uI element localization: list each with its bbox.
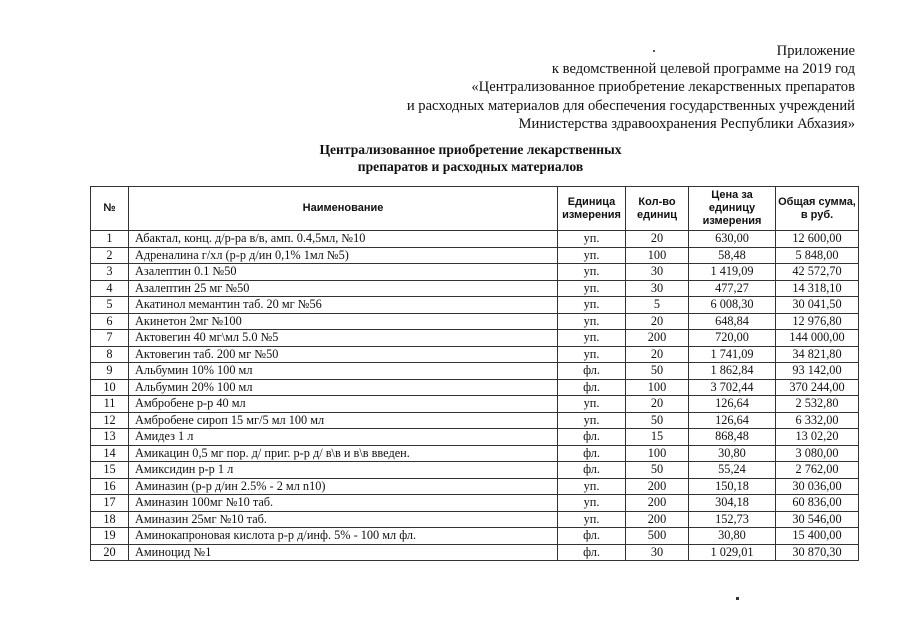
cell-num: 19 xyxy=(91,528,129,545)
cell-price: 1 419,09 xyxy=(689,264,776,281)
header-qty: Кол-во единиц xyxy=(626,187,689,231)
cell-num: 18 xyxy=(91,511,129,528)
header-num: № xyxy=(91,187,129,231)
cell-total: 30 546,00 xyxy=(776,511,859,528)
appendix-header xyxy=(407,42,855,133)
title-line: препаратов и расходных материалов xyxy=(357,159,584,174)
cell-unit: фл. xyxy=(558,528,626,545)
cell-total: 93 142,00 xyxy=(776,363,859,380)
table-row xyxy=(91,346,859,363)
cell-name: Альбумин 10% 100 мл xyxy=(129,363,558,380)
cell-name: Адреналина г/хл (р-р д/ин 0,1% 1мл №5) xyxy=(129,247,558,264)
cell-num: 15 xyxy=(91,462,129,479)
cell-price: 55,24 xyxy=(689,462,776,479)
cell-price: 126,64 xyxy=(689,412,776,429)
table-row xyxy=(91,330,859,347)
cell-qty: 200 xyxy=(626,495,689,512)
cell-num: 3 xyxy=(91,264,129,281)
table-row xyxy=(91,247,859,264)
medicines-table xyxy=(90,186,859,561)
cell-num: 7 xyxy=(91,330,129,347)
cell-price: 152,73 xyxy=(689,511,776,528)
cell-unit: уп. xyxy=(558,247,626,264)
cell-total: 12 600,00 xyxy=(776,231,859,248)
cell-qty: 30 xyxy=(626,544,689,561)
cell-num: 14 xyxy=(91,445,129,462)
table-row xyxy=(91,511,859,528)
cell-price: 6 008,30 xyxy=(689,297,776,314)
cell-price: 3 702,44 xyxy=(689,379,776,396)
cell-num: 17 xyxy=(91,495,129,512)
table-row xyxy=(91,363,859,380)
scan-speck xyxy=(653,50,655,52)
cell-total: 34 821,80 xyxy=(776,346,859,363)
table-row xyxy=(91,429,859,446)
table-row xyxy=(91,528,859,545)
table-row xyxy=(91,264,859,281)
cell-unit: уп. xyxy=(558,264,626,281)
cell-unit: уп. xyxy=(558,313,626,330)
cell-num: 11 xyxy=(91,396,129,413)
header-unit: Единица измерения xyxy=(558,187,626,231)
cell-name: Актовегин таб. 200 мг №50 xyxy=(129,346,558,363)
document-title xyxy=(0,141,905,175)
cell-total: 14 318,10 xyxy=(776,280,859,297)
cell-price: 126,64 xyxy=(689,396,776,413)
cell-qty: 100 xyxy=(626,445,689,462)
cell-unit: уп. xyxy=(558,346,626,363)
cell-total: 15 400,00 xyxy=(776,528,859,545)
cell-name: Аминазин 25мг №10 таб. xyxy=(129,511,558,528)
cell-name: Акинетон 2мг №100 xyxy=(129,313,558,330)
scan-speck xyxy=(736,597,739,600)
cell-total: 30 870,30 xyxy=(776,544,859,561)
table-row xyxy=(91,379,859,396)
cell-qty: 5 xyxy=(626,297,689,314)
cell-num: 5 xyxy=(91,297,129,314)
cell-name: Амикацин 0,5 мг пор. д/ приг. р-р д/ в\в и в\в введен. xyxy=(129,445,558,462)
cell-num: 1 xyxy=(91,231,129,248)
cell-price: 58,48 xyxy=(689,247,776,264)
table-row xyxy=(91,544,859,561)
table-row xyxy=(91,396,859,413)
cell-qty: 20 xyxy=(626,313,689,330)
cell-qty: 50 xyxy=(626,363,689,380)
header-name: Наименование xyxy=(129,187,558,231)
cell-num: 6 xyxy=(91,313,129,330)
cell-total: 12 976,80 xyxy=(776,313,859,330)
cell-num: 12 xyxy=(91,412,129,429)
cell-price: 304,18 xyxy=(689,495,776,512)
table-row xyxy=(91,462,859,479)
cell-num: 20 xyxy=(91,544,129,561)
cell-total: 13 02,20 xyxy=(776,429,859,446)
cell-unit: фл. xyxy=(558,462,626,479)
cell-total: 42 572,70 xyxy=(776,264,859,281)
cell-price: 477,27 xyxy=(689,280,776,297)
cell-qty: 200 xyxy=(626,330,689,347)
table-row xyxy=(91,231,859,248)
cell-qty: 200 xyxy=(626,511,689,528)
cell-unit: уп. xyxy=(558,478,626,495)
cell-num: 8 xyxy=(91,346,129,363)
cell-unit: уп. xyxy=(558,396,626,413)
cell-num: 13 xyxy=(91,429,129,446)
cell-num: 16 xyxy=(91,478,129,495)
cell-total: 6 332,00 xyxy=(776,412,859,429)
cell-price: 630,00 xyxy=(689,231,776,248)
cell-name: Аминазин (р-р д/ин 2.5% - 2 мл n10) xyxy=(129,478,558,495)
cell-name: Актовегин 40 мг\мл 5.0 №5 xyxy=(129,330,558,347)
cell-total: 30 041,50 xyxy=(776,297,859,314)
cell-name: Амиксидин р-р 1 л xyxy=(129,462,558,479)
cell-name: Альбумин 20% 100 мл xyxy=(129,379,558,396)
appendix-line: Приложение xyxy=(776,43,855,59)
cell-price: 720,00 xyxy=(689,330,776,347)
cell-unit: фл. xyxy=(558,544,626,561)
cell-unit: фл. xyxy=(558,363,626,380)
cell-price: 648,84 xyxy=(689,313,776,330)
cell-price: 150,18 xyxy=(689,478,776,495)
table-row xyxy=(91,495,859,512)
cell-unit: фл. xyxy=(558,379,626,396)
cell-name: Азалептин 0.1 №50 xyxy=(129,264,558,281)
cell-qty: 500 xyxy=(626,528,689,545)
cell-name: Амбробене сироп 15 мг/5 мл 100 мл xyxy=(129,412,558,429)
cell-qty: 15 xyxy=(626,429,689,446)
cell-price: 1 862,84 xyxy=(689,363,776,380)
cell-price: 1 029,01 xyxy=(689,544,776,561)
cell-unit: фл. xyxy=(558,445,626,462)
cell-qty: 30 xyxy=(626,280,689,297)
cell-unit: уп. xyxy=(558,495,626,512)
cell-unit: уп. xyxy=(558,412,626,429)
cell-total: 2 762,00 xyxy=(776,462,859,479)
cell-num: 4 xyxy=(91,280,129,297)
cell-unit: уп. xyxy=(558,511,626,528)
header-total: Общая сумма, в руб. xyxy=(776,187,859,231)
cell-name: Амидез 1 л xyxy=(129,429,558,446)
cell-total: 60 836,00 xyxy=(776,495,859,512)
cell-total: 5 848,00 xyxy=(776,247,859,264)
cell-qty: 50 xyxy=(626,412,689,429)
table-row xyxy=(91,313,859,330)
cell-qty: 200 xyxy=(626,478,689,495)
cell-qty: 50 xyxy=(626,462,689,479)
cell-qty: 100 xyxy=(626,247,689,264)
table-header-row xyxy=(91,187,859,231)
cell-price: 30,80 xyxy=(689,445,776,462)
cell-num: 9 xyxy=(91,363,129,380)
cell-total: 144 000,00 xyxy=(776,330,859,347)
cell-qty: 30 xyxy=(626,264,689,281)
cell-name: Акатинол мемантин таб. 20 мг №56 xyxy=(129,297,558,314)
cell-price: 1 741,09 xyxy=(689,346,776,363)
table-row xyxy=(91,478,859,495)
cell-price: 868,48 xyxy=(689,429,776,446)
cell-total: 3 080,00 xyxy=(776,445,859,462)
appendix-line: Министерства здравоохранения Республики Абхазия» xyxy=(518,115,855,132)
cell-unit: уп. xyxy=(558,280,626,297)
cell-name: Аминокапроновая кислота р-р д/инф. 5% - 100 мл фл. xyxy=(129,528,558,545)
cell-num: 2 xyxy=(91,247,129,264)
cell-total: 30 036,00 xyxy=(776,478,859,495)
cell-total: 370 244,00 xyxy=(776,379,859,396)
cell-qty: 20 xyxy=(626,396,689,413)
table-row xyxy=(91,280,859,297)
title-line: Централизованное приобретение лекарственных xyxy=(319,142,622,157)
cell-qty: 20 xyxy=(626,231,689,248)
appendix-line: к ведомственной целевой программе на 2019 год xyxy=(551,61,855,78)
header-price: Цена за единицу измерения xyxy=(689,187,776,231)
table-row xyxy=(91,297,859,314)
cell-qty: 100 xyxy=(626,379,689,396)
appendix-line: «Централизованное приобретение лекарственных препаратов xyxy=(471,79,855,96)
cell-unit: фл. xyxy=(558,429,626,446)
table-row xyxy=(91,445,859,462)
table-row xyxy=(91,412,859,429)
cell-num: 10 xyxy=(91,379,129,396)
cell-name: Аминазин 100мг №10 таб. xyxy=(129,495,558,512)
cell-total: 2 532,80 xyxy=(776,396,859,413)
cell-unit: уп. xyxy=(558,330,626,347)
cell-unit: уп. xyxy=(558,231,626,248)
cell-name: Азалептин 25 мг №50 xyxy=(129,280,558,297)
cell-qty: 20 xyxy=(626,346,689,363)
cell-name: Абактал, конц. д/р-ра в/в, амп. 0.4,5мл, №10 xyxy=(129,231,558,248)
cell-unit: уп. xyxy=(558,297,626,314)
cell-price: 30,80 xyxy=(689,528,776,545)
cell-name: Аминоцид №1 xyxy=(129,544,558,561)
appendix-line: и расходных материалов для обеспечения государственных учреждений xyxy=(406,97,855,114)
cell-name: Амбробене р-р 40 мл xyxy=(129,396,558,413)
